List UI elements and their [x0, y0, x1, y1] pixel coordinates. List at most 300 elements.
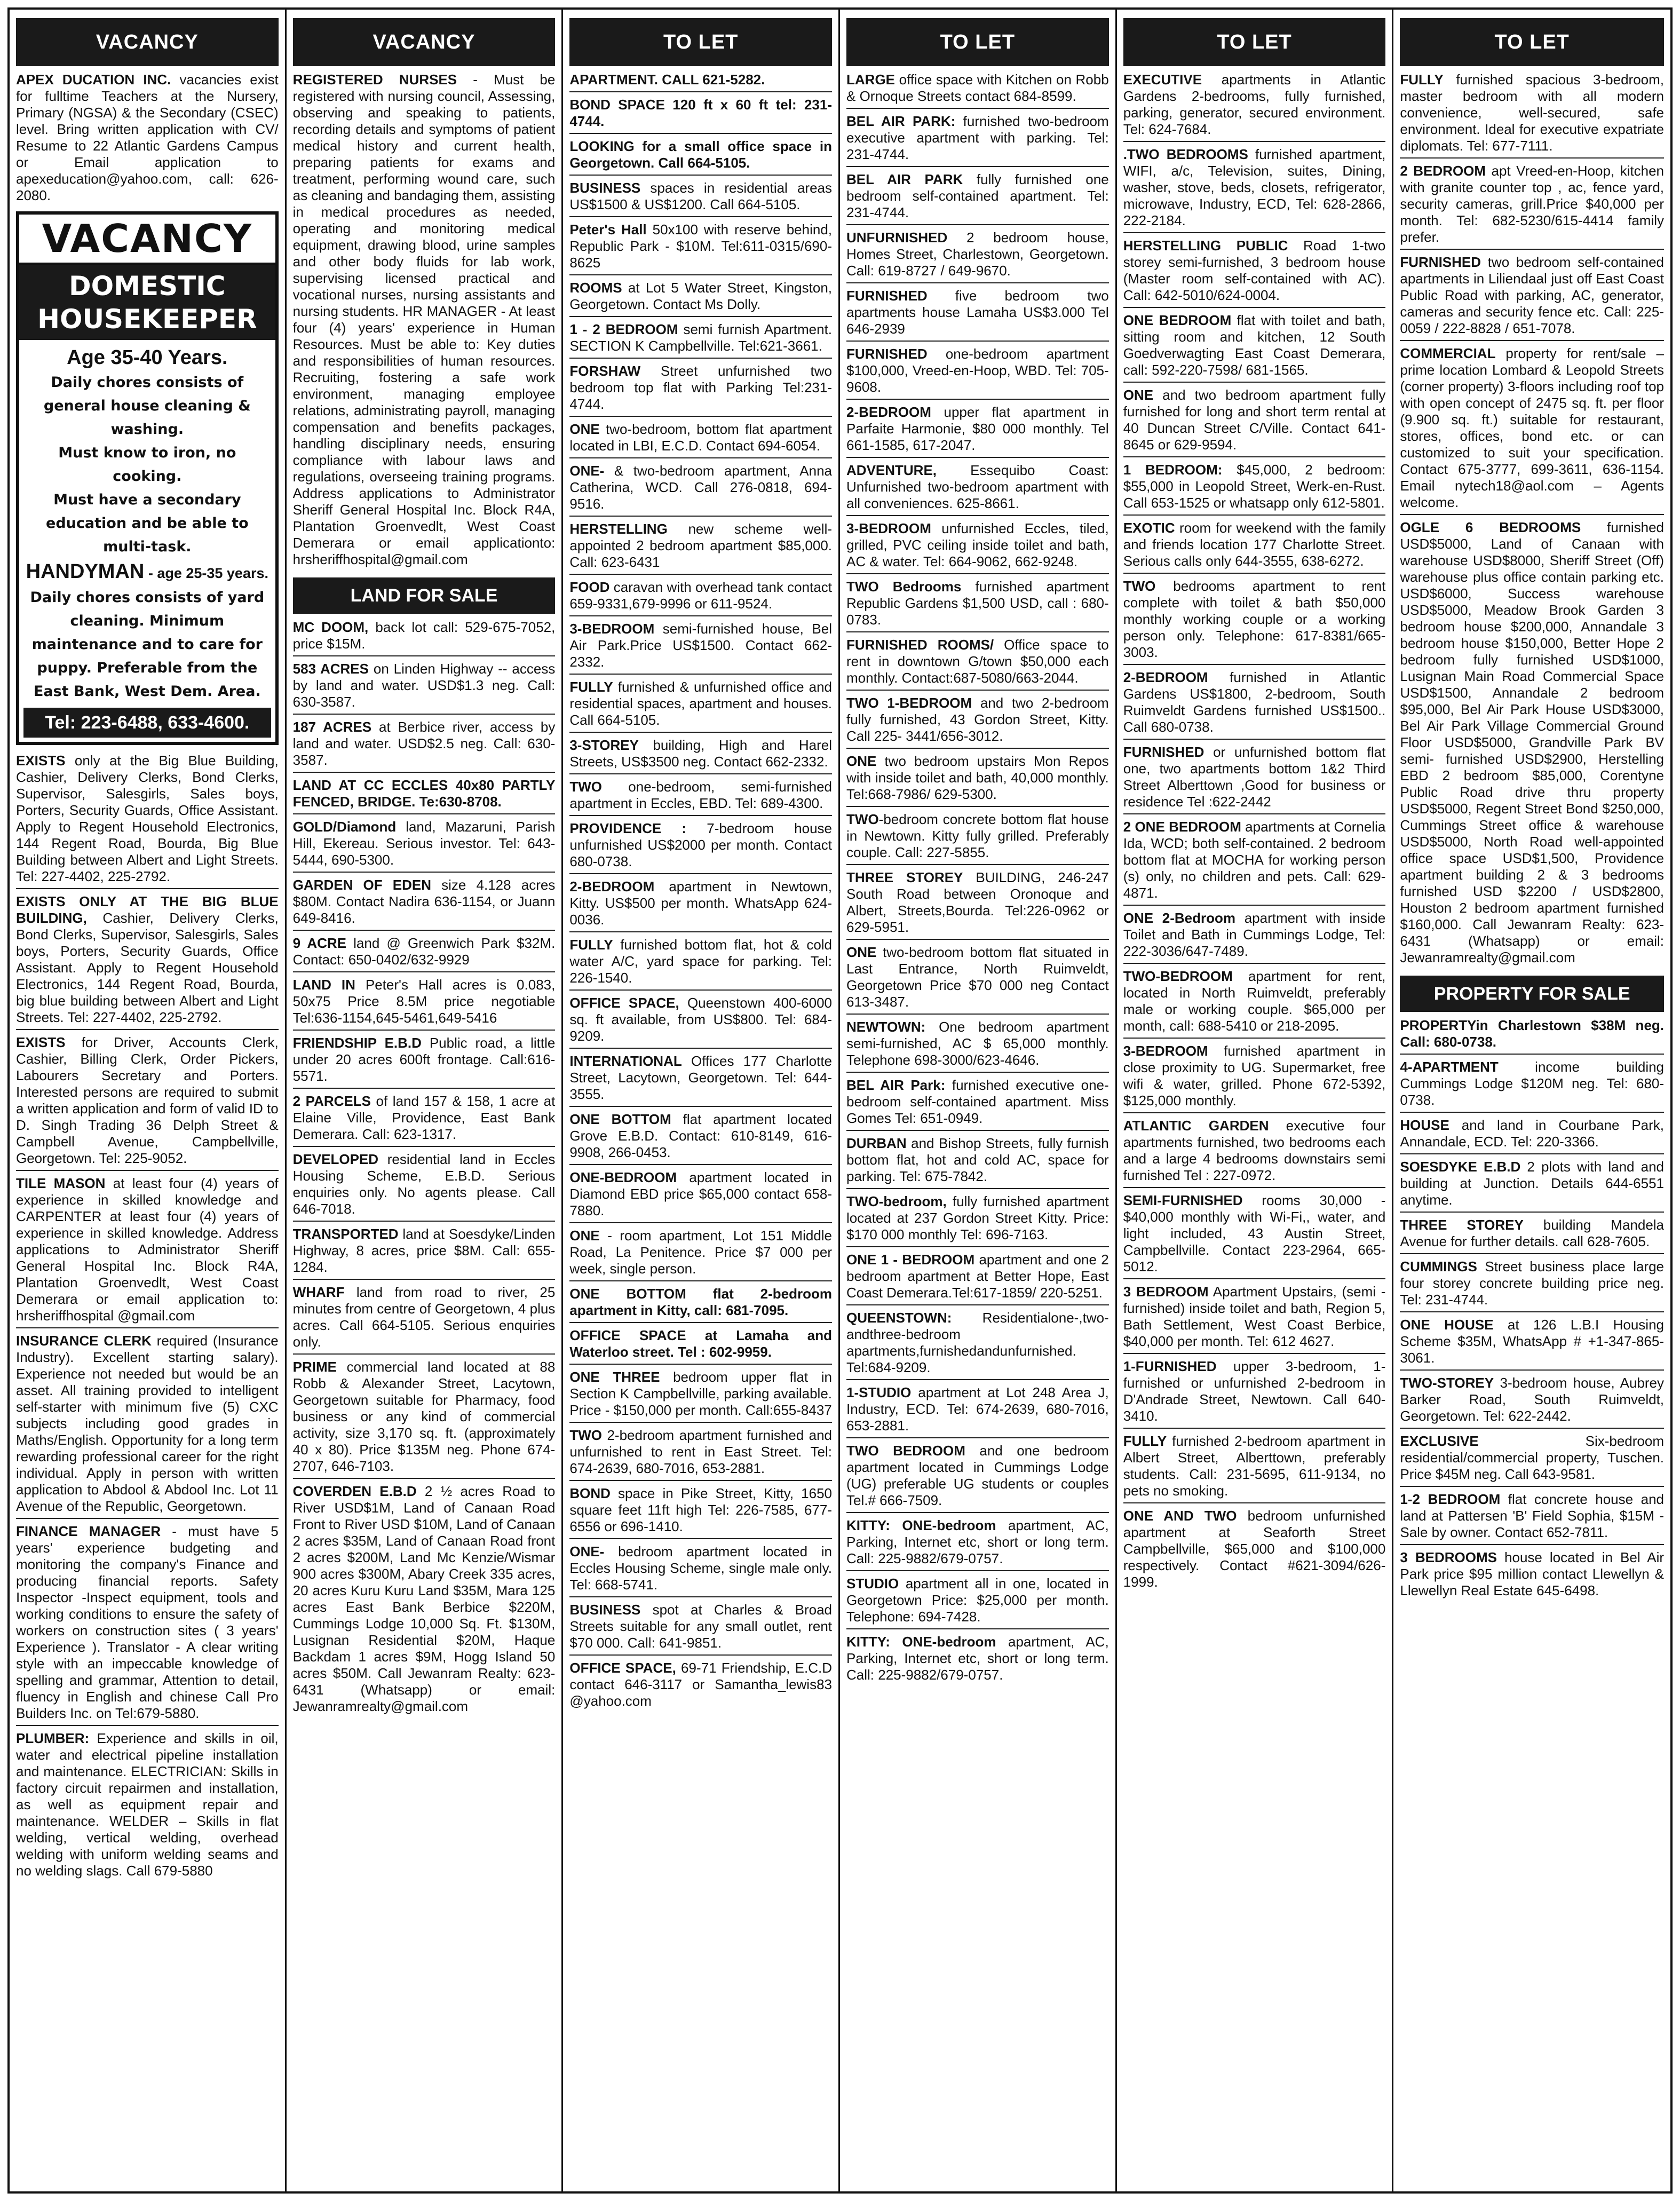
ad-body: land @ Greenwich Park $32M. Contact: 650-0402/632-9929 [292, 935, 556, 968]
ad-lead: LAND AT CC ECCLES 40x80 PARTLY FENCED, BRIDGE. Te:630-8708. [292, 777, 556, 810]
classified-ad [1123, 744, 1386, 814]
ad-lead: THREE STOREY [846, 869, 963, 885]
ad-lead: APARTMENT. CALL 621-5282. [569, 72, 765, 88]
classified-ad [569, 579, 832, 616]
classified-ad [293, 1035, 556, 1089]
ad-body: furnished apartment, WIFI, a/c, Television, suites, Dining, washer, stove, beds, closets, refrigerator, microwave, Industry, ECD, Tel: 628-2866, 222-2184. [1123, 146, 1386, 228]
classified-ad [846, 579, 1109, 632]
classified-ad [569, 97, 832, 134]
ad-body: furnished & unfurnished office and residential spaces, apartment and houses. Call 664-5105. [569, 679, 833, 728]
ad-lead: TWO 1-BEDROOM [846, 695, 972, 711]
classified-ad [569, 1111, 832, 1165]
classified-ad [1123, 578, 1386, 665]
ad-lead: OFFICE SPACE, [569, 1660, 676, 1676]
ad-lead: 2-BEDROOM [1123, 669, 1208, 685]
ad-lead: PROVIDENCE : [569, 820, 687, 836]
classified-ad [569, 679, 832, 733]
ad-lead: WHARF [292, 1284, 345, 1300]
classified-ad [1400, 1258, 1664, 1312]
ad-body: and Bishop Streets, fully furnish bottom flat, hot and cold AC, space for parking. Tel: 675-7842. [846, 1135, 1109, 1184]
ad-lead: BOND [569, 1485, 611, 1501]
ad-body: back lot call: 529-675-7052, price $15M. [292, 619, 556, 652]
column-2 [287, 10, 564, 2191]
ad-body: of land 157 & 158, 1 acre at Elaine Ville, Providence, East Bank Demerara. Call: 623-1317. [292, 1093, 556, 1142]
ad-lead: LOOKING for a small office space in Georgetown. Call 664-5105. [569, 138, 833, 171]
ad-lead: FURNISHED ROOMS/ [846, 637, 994, 653]
ad-body: two bedroom upstairs Mon Repos with inside toilet and bath, 40,000 monthly. Tel:668-7986/ 629-5300. [846, 753, 1109, 802]
ad-lead: ONE 1 - BEDROOM [846, 1252, 975, 1268]
classified-ad [293, 719, 556, 773]
ad-body: semi-furnished house, Bel Air Park.Price US$1500. Contact 662-2332. [569, 621, 833, 670]
ad-body: building, High and Harel Streets, US$3500 neg. Contact 662-2332. [569, 737, 833, 770]
ad-lead: ONE- [569, 1543, 605, 1559]
ad-lead: CUMMINGS [1400, 1258, 1477, 1274]
classified-ad [16, 1034, 279, 1171]
ad-lead: INSURANCE CLERK [16, 1333, 152, 1349]
classified-ad [1123, 1192, 1386, 1279]
ad-lead: ROOMS [569, 280, 622, 296]
ad-lead: FINANCE MANAGER [16, 1523, 161, 1539]
classified-ad [16, 1333, 279, 1519]
ad-lead: QUEENSTOWN: [846, 1310, 952, 1326]
ad-body: BUILDING, 246-247 South Road between Oronoque and Albert, Streets,Bourda. Tel:226-0962 or 629-5951. [846, 869, 1109, 935]
ad-lead: TRANSPORTED [292, 1226, 399, 1242]
ad-body: house located in Bel Air Park price $95 million contact Llewellyn & Llewellyn Real Estate 645-6498. [1400, 1549, 1665, 1598]
ad-body: Apartment Upstairs, (semi - furnished) inside toilet and bath, Region 5, Bath Settlement, West Coast Berbice, $40,000 per month. Tel: 612 4627. [1123, 1284, 1386, 1349]
ad-body: new scheme well-appointed 2 bedroom apartment $85,000. Call: 623-6431 [569, 521, 833, 570]
classified-ad [569, 621, 832, 675]
classified-ad [1123, 237, 1386, 308]
ad-body: land, Mazaruni, Parish Hill, Ekereau. Serious investor. Tel: 643-5444, 690-5300. [292, 819, 556, 868]
classified-ad [1400, 519, 1664, 969]
display-ad-title: VACANCY [19, 215, 275, 265]
ad-lead: 3-BEDROOM [846, 520, 931, 536]
ad-lead: FULLY [569, 679, 613, 695]
ad-body: vacancies exist for fulltime Teachers at the Nursery, Primary (NGSA) & the Secondary (CSEC) level. Bring written application with CV/ Resume to 22 Atlantic Gardens Campus or Email application to apexeducation@yahoo.com, call: 626-2080. [16, 72, 279, 203]
ad-lead: ONE- [569, 463, 605, 479]
ad-lead: FULLY [1400, 72, 1444, 88]
classified-ad [1123, 968, 1386, 1039]
ad-body: Offices 177 Charlotte Street, Lacytown, Georgetown. Tel: 644-3555. [569, 1053, 833, 1102]
ad-lead: APEX DUCATION INC. [16, 72, 171, 88]
section-header-property-for-sale: PROPERTY FOR SALE [1400, 976, 1664, 1012]
ad-lead: 2 BEDROOM [1400, 163, 1486, 179]
classified-ad [1123, 1118, 1386, 1188]
display-ad-text: Daily chores consists of general house cleaning & washing. [43, 374, 251, 438]
classified-ad [569, 221, 832, 275]
ad-list [846, 72, 1109, 1687]
ad-lead: OFFICE SPACE at Lamaha and Waterloo street. Tel : 602-9959. [569, 1327, 833, 1360]
ad-body: furnished apartment in close proximity to UG. Supermarket, free wifi & water, grilled. Phone 672-5392, $125,000 monthly. [1123, 1043, 1386, 1109]
classified-ad [16, 1175, 279, 1328]
ad-body: fully furnished apartment located at 237 Gordon Street Kitty. Price: $170 000 monthly Tel: 696-7163. [846, 1193, 1109, 1242]
column-header: TO LET [569, 18, 832, 66]
ad-body: space in Pike Street, Kitty, 1650 square feet 11ft high Tel: 226-7585, 677-6556 or 696-1410. [569, 1485, 833, 1534]
ad-lead: .TWO BEDROOMS [1123, 146, 1248, 162]
ad-body: or unfurnished bottom flat one, two apartments bottom 1&2 Third Street Alberttown ,Good for business or residence Tel :622-2442 [1123, 744, 1386, 810]
ad-lead: BEL AIR Park: [846, 1077, 946, 1093]
ad-body: office space with Kitchen on Robb & Ornoque Streets contact 684-8599. [846, 72, 1109, 104]
ad-lead: EXISTS [16, 753, 66, 769]
ad-lead: FULLY [1123, 1433, 1167, 1449]
classified-ad [16, 1523, 279, 1726]
ad-lead: DURBAN [846, 1135, 907, 1151]
ad-body: furnished spacious 3-bedroom, master bedroom with all modern convenience, well-secured, safe environment. Ideal for executive expatriate diplomats. Tel: 677-7111. [1400, 72, 1665, 154]
ad-lead: ONE BOTTOM flat 2-bedroom apartment in Kitty, call: 681-7095. [569, 1286, 833, 1318]
ad-body: bedroom upper flat in Section K Campbellville, parking available. Price - $150,000 per month. Call:655-8437 [569, 1369, 833, 1418]
column-header: TO LET [1123, 18, 1386, 66]
ad-body: apt Vreed-en-Hoop, kitchen with granite counter top , ac, fence yard, security cameras, grill.Price $40,000 per month. Tel: 682-5230/615-4414 family prefer. [1400, 163, 1665, 245]
ad-body: rooms 30,000 - $40,000 monthly with Wi-Fi,, water, and light included, 43 Austin Street, Campbellville. Contact 223-2964, 665-5012. [1123, 1192, 1386, 1274]
classified-ad [569, 138, 832, 176]
classified-ad [846, 1077, 1109, 1131]
ad-body: -bedroom concrete bottom flat house in Newtown. Kitty fully grilled. Preferably couple. Call: 227-5855. [846, 811, 1109, 860]
classified-ad [1123, 819, 1386, 906]
classified-ad [1123, 1433, 1386, 1503]
ad-lead: LARGE [846, 72, 896, 88]
ad-lead: ONE BEDROOM [1123, 312, 1232, 328]
classified-ad [569, 1485, 832, 1539]
classified-ad [846, 288, 1109, 342]
ad-body: 2-bedroom apartment furnished and unfurnished to rent in East Street. Tel: 674-2639, 680-7016, 653-2881. [569, 1427, 833, 1476]
classified-ad [1400, 1059, 1664, 1113]
ad-lead: 1 - 2 BEDROOM [569, 321, 678, 337]
classified-ad [293, 1093, 556, 1147]
ad-lead: TWO BEDROOM [846, 1443, 965, 1459]
ad-lead: TWO [1123, 578, 1156, 594]
classified-ad [846, 1019, 1109, 1073]
ad-lead: BOND SPACE 120 ft x 60 ft tel: 231-4744. [569, 97, 833, 129]
column-3 [563, 10, 840, 2191]
ad-lead: 2 PARCELS [292, 1093, 371, 1109]
classified-ad [846, 462, 1109, 516]
classified-ad [569, 1543, 832, 1597]
ad-lead: ONE HOUSE [1400, 1317, 1494, 1333]
ad-body: Experience and skills in oil, water and electrical pipeline installation and maintenance. ELECTRICIAN: Skills in factory circuit repairmen and installation, as well as equipment repair and maintenance. WELDER – Skills in flat welding, vertical welding, overhead welding with uniform welding seams and no welding slags. Call 679-5880 [16, 1730, 279, 1879]
display-ad-band-line: DOMESTIC [69, 271, 226, 302]
classified-ad [1123, 1508, 1386, 1594]
ad-body: Public road, a little under 20 acres 600ft frontage. Call:616-5571. [292, 1035, 556, 1084]
ad-lead: HERSTELLING [569, 521, 668, 537]
ad-body: One bedroom apartment semi-furnished, AC $ 65,000 monthly. Telephone 698-3000/623-4646. [846, 1019, 1109, 1068]
ad-body: and land in Courbane Park, Annandale, ECD. Tel: 220-3366. [1400, 1117, 1665, 1150]
ad-lead: ONE [569, 421, 600, 437]
ad-lead: 3-BEDROOM [569, 621, 655, 637]
classified-ad [569, 1286, 832, 1323]
ad-lead: 1-2 BEDROOM [1400, 1491, 1501, 1507]
ad-lead: 3 BEDROOMS [1400, 1549, 1497, 1565]
ad-lead: PROPERTYin Charlestown $38M neg. Call: 680-0738. [1400, 1017, 1665, 1050]
ad-body: Peter's Hall acres is 0.083, 50x75 Price 8.5M price negotiable Tel:636-1154,645-5461,649-5416 [292, 977, 556, 1026]
ad-body: income building Cummings Lodge $120M neg. Tel: 680-0738. [1400, 1059, 1665, 1108]
ad-body: on Linden Highway -- access by land and water. USD$1.3 neg. Call: 630-3587. [292, 661, 556, 710]
ad-lead: ONE [846, 944, 877, 960]
ad-body: 2 bedroom house, Homes Street, Charlestown, Georgetown. Call: 619-8727 / 649-9670. [846, 229, 1109, 279]
ad-lead: KITTY: ONE-bedroom [846, 1517, 996, 1533]
classified-ad [1400, 1159, 1664, 1213]
ad-lead: ONE AND TWO [1123, 1508, 1237, 1524]
ad-lead: OGLE 6 BEDROOMS [1400, 519, 1581, 535]
ad-lead: EXCLUSIVE [1400, 1433, 1479, 1449]
classified-ad [293, 777, 556, 814]
ad-lead: 1-STUDIO [846, 1384, 912, 1400]
ad-body: apartment in Newtown, Kitty. US$500 per month. WhatsApp 624-0036. [569, 878, 833, 928]
column-header: VACANCY [293, 18, 556, 66]
ad-lead: HERSTELLING PUBLIC [1123, 237, 1288, 254]
ad-lead: KITTY: ONE-bedroom [846, 1634, 996, 1650]
ad-body: at Berbice river, access by land and water. USD$2.5 neg. Call: 630-3587. [292, 719, 556, 768]
ad-lead: 2-BEDROOM [569, 878, 655, 894]
classified-ad [569, 1660, 832, 1713]
ad-lead: HOUSE [1400, 1117, 1449, 1133]
ad-lead: THREE STOREY [1400, 1217, 1524, 1233]
ad-lead: ADVENTURE, [846, 462, 937, 478]
ad-body: apartment, AC, Parking, Internet etc, short or long term. Call: 225-9882/679-0757. [846, 1634, 1109, 1683]
display-ad-text: Must know to iron, no cooking. [58, 445, 236, 485]
ad-lead: FRIENDSHIP E.B.D [292, 1035, 422, 1051]
classified-ad [293, 819, 556, 873]
classified-ad [1123, 387, 1386, 457]
ad-lead: LAND IN [292, 977, 355, 993]
ad-lead: SEMI-FURNISHED [1123, 1192, 1243, 1208]
ad-body: Residentialone-,two-andthree-bedroom apartments,furnishedandunfurnished. Tel:684-9209. [846, 1310, 1109, 1375]
classified-ad [293, 1483, 556, 1718]
classified-ad [1400, 1491, 1664, 1545]
ad-body: property for rent/sale – prime location Lombard & Leopold Streets (corner property) 3-floors including roof top with open concept of 2475 sq. ft. per floor (9.900 sq. ft.) suitable for restaurant, stores, offices, bond etc. or can customized to suit your specification. Contact 675-3777, 699-3611, 636-1154. Email nytech18@aol.com – Agents welcome. [1400, 345, 1665, 510]
ad-lead: FURNISHED [846, 288, 928, 304]
ad-lead: PRIME [292, 1359, 337, 1375]
ad-lead: 3 BEDROOM [1123, 1284, 1209, 1300]
ad-body: one-bedroom, semi-furnished apartment in Eccles, EBD. Tel: 689-4300. [569, 779, 833, 811]
classified-ad [293, 619, 556, 656]
ad-body: and one bedroom apartment located in Cummings Lodge (UG) preferable UG students or couples Tel.# 666-7509. [846, 1443, 1109, 1508]
classified-ad [846, 695, 1109, 749]
classified-ad [569, 1602, 832, 1656]
classified-ad [1400, 254, 1664, 341]
ad-lead: FULLY [569, 937, 613, 953]
ad-lead: 583 ACRES [292, 661, 369, 677]
classified-ad [846, 1135, 1109, 1189]
ad-lead: ONE [1123, 387, 1154, 403]
classified-ad [846, 404, 1109, 458]
ad-body: at Lot 5 Water Street, Kingston, Georgetown. Contact Ms Dolly. [569, 280, 833, 312]
ad-body: two-bedroom bottom flat situated in Last Entrance, North Ruimveldt, Georgetown Price $70 000 neg Contact 613-3487. [846, 944, 1109, 1010]
display-ad-phone: Tel: 223-6488, 633-4600. [23, 708, 271, 738]
ad-body: apartments in Atlantic Gardens 2-bedrooms, fully furnished, parking, generator, secured environment. Tel: 624-7684. [1123, 72, 1386, 137]
classified-ad [1123, 1043, 1386, 1113]
ad-body: apartment all in one, located in Georgetown Price: $25,000 per month. Telephone: 694-7428. [846, 1575, 1109, 1625]
ad-body: only at the Big Blue Building, Cashier, Delivery Clerks, Bond Clerks, Supervisor, Salesgirls, Sales boys, Porters, Security Guards, Office Assistant. Apply to Regent Household Electronics, 144 Regent Road, Bourda, Big Blue Building between Albert and Light Streets. Tel: 227-4402, 225-2792. [16, 753, 279, 884]
ad-body: furnished two-bedroom executive apartment with parking. Tel: 231-4744. [846, 113, 1109, 162]
display-ad-housekeeper [16, 211, 279, 745]
ad-lead: ATLANTIC GARDEN [1123, 1118, 1269, 1134]
classified-ad [1400, 1433, 1664, 1487]
classified-ad [16, 753, 279, 889]
ad-lead: GARDEN OF EDEN [292, 877, 431, 893]
ad-lead: GOLD/Diamond [292, 819, 397, 835]
ad-body: flat concrete house and land at Pattersen 'B' Field Sophia, $15M - Sale by owner. Contact 652-7811. [1400, 1491, 1665, 1540]
ad-lead: COVERDEN E.B.D [292, 1483, 417, 1499]
ad-lead: EXISTS ONLY AT THE BIG BLUE BUILDING, [16, 893, 279, 926]
classified-ad [569, 937, 832, 991]
ad-lead: ONE [569, 1228, 600, 1244]
ad-body: 2 ½ acres Road to River USD$1M, Land of Canaan Road Front to River USD $10M, Land of Canaan 2 acres $35M, Land of Canaan Road front 2 acres $200M, Land Mc Kenzie/Wismar 900 acres $300M, Abary Creek 335 acres, 20 acres Kuru Kuru Land $35M, Mara 125 acres East Bank Berbice $220M, Cummings Lodge 10,000 Sq. Ft. $130M, Lusignan Residential $20M, Haque Backdam 1 acres $9M, Hogg Island 50 acres $50M. Call Jewanram Realty: 623-6431 (Whatsapp) or email: Jewanramrealty@gmail.com [292, 1483, 556, 1714]
ad-lead: NEWTOWN: [846, 1019, 926, 1035]
ad-body: furnished bottom flat, hot & cold water A/C, yard space for parking. Tel: 226-1540. [569, 937, 833, 986]
ad-list [569, 72, 832, 1713]
ad-body: 2 plots with land and building at Junction. Details 644-6551 anytime. [1400, 1159, 1665, 1208]
classified-ad [569, 363, 832, 417]
ad-body: apartment, AC, Parking, Internet etc, short or long term. Call: 225-9882/679-0757. [846, 1517, 1109, 1566]
classified-ad [1123, 910, 1386, 964]
ad-lead: REGISTERED NURSES [292, 72, 457, 88]
ad-lead: COMMERCIAL [1400, 345, 1496, 361]
classified-ad [846, 1443, 1109, 1513]
ad-lead: ONE 2-Bedroom [1123, 910, 1235, 926]
classified-ad [569, 878, 832, 932]
classified-ad [1123, 146, 1386, 233]
ad-body: spot at Charles & Broad Streets suitable for any small outlet, rent $70 000. Call: 641-9851. [569, 1602, 833, 1651]
ad-body: unfurnished Eccles, tiled, grilled, PVC ceiling inside toilet and bath, AC & water. Tel: 664-9062, 662-9248. [846, 520, 1109, 569]
classified-ad [293, 877, 556, 931]
classified-ad [569, 1053, 832, 1107]
ad-lead: EXOTIC [1123, 520, 1175, 536]
ad-lead: EXISTS [16, 1034, 66, 1050]
classified-ad [293, 1359, 556, 1479]
ad-body: fully furnished one bedroom self-contained apartment. Tel: 231-4744. [846, 171, 1109, 220]
ad-lead: Peter's Hall [569, 221, 647, 237]
ad-body: furnished USD$5000, Land of Canaan with warehouse USD$8000, Sheriff Street (Off) warehouse plus office contain parking etc. USD$6000, Success warehouse USD$5000, Meadow Brook Garden 3 bedroom house $200,000, Annandale 3 bedroom house $150,000, Better Hope 2 bedroom fully furnished USD$1000, Lusignan Main Road Commercial Space USD$1500, Annandale 2 bedroom $95,000, Bel Air Park House USD$3000, Bel Air Park Village Commercial Ground Floor USD$5000, Grandville Park BV semi- furnished USD$2900, Herstelling EBD 2 bedroom $85,000, Corentyne Public Road drive thru property USD$5000, Regent Street Bond $250,000, Cummings Street office & warehouse USD$5000, North Road well-appointed office space USD$1,500, Providence apartment building 2 & 3 bedrooms furnished USD $2200 / USD$2800, Houston 2 bedroom apartment furnished $160,000. Call Jewanram Realty: 623-6431 (Whatsapp) or email: Jewanramrealty@gmail.com [1400, 519, 1665, 965]
ad-lead: 9 ACRE [292, 935, 346, 951]
ad-body: $45,000, 2 bedroom: $55,000 in Leopold Street, Werk-en-Rust. Call 653-1525 or whatsapp only 612-5801. [1123, 462, 1386, 511]
ad-body: apartment for rent, located in North Ruimveldt, preferably male or working couple. $65,000 per month, call: 688-5410 or 218-2095. [1123, 968, 1386, 1034]
ad-body: land from road to river, 25 minutes from centre of Georgetown, 4 plus acres. Call 664-5105. Serious enquiries only. [292, 1284, 556, 1350]
ad-lead: 4-APARTMENT [1400, 1059, 1499, 1075]
ad-body: Office space to rent in downtown G/town $50,000 each monthly. Contact:687-5080/663-2044. [846, 637, 1109, 686]
ad-body: bedroom apartment located in Eccles Housing Scheme, single male only. Tel: 668-5741. [569, 1543, 833, 1593]
ad-body: 3-bedroom house, Aubrey Barker Road, South Ruimveldt, Georgetown. Tel: 622-2442. [1400, 1375, 1665, 1424]
classified-ad [1123, 1284, 1386, 1354]
classified-ad [1123, 312, 1386, 383]
ad-body: and two bedroom apartment fully furnished for long and short term rental at 40 Duncan Street C/Ville. Contact 641-8645 or 629-9594. [1123, 387, 1386, 453]
column-6 [1393, 10, 1670, 2191]
ad-list [1400, 72, 1664, 969]
classified-ad [569, 463, 832, 517]
ad-body: apartments at Cornelia Ida, WCD; both self-contained. 2 bedroom bottom flat at MOCHA for working person (s) only, no children and pets. Call: 629-4871. [1123, 819, 1386, 901]
classified-ad [846, 229, 1109, 283]
ad-body: - Must be registered with nursing council, Assessing, observing and speaking to patients, recording details and symptoms of patient medical history and current health, preparing patients for exams and treatment, performing wound care, such as cleaning and bandaging them, assisting in medical procedures as needed, operating and monitoring medical equipment, drawing blood, urine samples and other body fluids for lab work, supervising licensed practical and vocational nurses, nursing assistants and nursing students. HR MANAGER - At least four (4) years' experience in Human Resources. Must be able to: Key duties and responsibilities of human resources. Recruiting, fostering a safe work environment, managing employee relations, administrating payroll, managing compensation and benefits packages, handling disciplinary needs, ensuring compliance with labour laws and regulations, overseeing training programs. Address applications to Administrator Sheriff General Hospital Inc. Block R4A, Plantation Groenvedlt, West Coast Demerara or email applicationto: hrsheriffhospital@gmail.com [292, 72, 556, 567]
ad-body: - room apartment, Lot 151 Middle Road, La Penitence. Price $7 000 per week, single person. [569, 1228, 833, 1277]
ad-body: Essequibo Coast: Unfurnished two-bedroom apartment with all conveniences. 625-8661. [846, 462, 1109, 511]
classified-ad [1400, 1317, 1664, 1371]
classified-ad [1123, 72, 1386, 142]
handyman-age: - age 25-35 years. [144, 565, 268, 581]
ad-body: for Driver, Accounts Clerk, Cashier, Billing Clerk, Order Pickers, Labourers Secretary and Porters. Interested persons are required to submit a written application and form of valid ID to D. Singh Trading 36 Delph Street & Campbell Avenue, Campbellville, Georgetown. Tel: 225-9052. [16, 1034, 279, 1166]
classified-ad [569, 1228, 832, 1281]
display-ad-band-line: HOUSEKEEPER [37, 304, 257, 335]
ad-lead: BEL AIR PARK [846, 171, 963, 187]
ad-body: size 4.128 acres $80M. Contact Nadira 636-1154, or Juann 649-8416. [292, 877, 556, 926]
ad-lead: DEVELOPED [292, 1151, 379, 1167]
ad-lead: 1-FURNISHED [1123, 1358, 1217, 1374]
classified-ad [1400, 1017, 1664, 1055]
ad-body: spaces in residential areas US$1500 & US$1200. Call 664-5105. [569, 180, 833, 212]
classified-ad [569, 280, 832, 317]
classified-ad [1400, 1549, 1664, 1602]
classified-ad [293, 1226, 556, 1280]
ad-lead: UNFURNISHED [846, 229, 948, 246]
ad-list [16, 753, 279, 1882]
classified-ad [1400, 163, 1664, 250]
classified-ad [569, 521, 832, 575]
classified-ad [1123, 669, 1386, 740]
classified-ad [1400, 1375, 1664, 1429]
classified-ad [1400, 72, 1664, 159]
display-ad-text: Daily chores consists of yard cleaning. Minimum maintenance and to care for puppy. Preferable from the East Bank, West Dem. Area. [30, 589, 265, 700]
classified-ad [569, 421, 832, 458]
display-ad-text: Must have a secondary education and be able to multi-task. [46, 492, 249, 555]
ad-body: apartment located in Diamond EBD price $65,000 contact 658-7880. [569, 1169, 833, 1218]
ad-lead: 1 BEDROOM: [1123, 462, 1223, 478]
ad-body: 50x100 with reserve behind, Republic Park - $10M. Tel:611-0315/690-8625 [569, 221, 833, 271]
ad-body: semi furnish Apartment. SECTION K Campbellville. Tel:621-3661. [569, 321, 833, 354]
classified-ad [846, 72, 1109, 109]
classified-ad [846, 1517, 1109, 1571]
classified-ad [846, 171, 1109, 225]
ad-lead: BUSINESS [569, 180, 641, 196]
ad-body: flat with toilet and bath, sitting room and kitchen, 12 South Goedverwagting East Coast Demerara, call: 592-220-7598/ 681-1565. [1123, 312, 1386, 378]
column-1 [10, 10, 287, 2191]
ad-lead: FURNISHED [1400, 254, 1481, 270]
ad-lead: FURNISHED [1123, 744, 1204, 760]
classified-ad [569, 779, 832, 816]
ad-lead: BEL AIR PARK: [846, 113, 956, 129]
classified-ad [846, 346, 1109, 400]
classified-ad [1123, 1358, 1386, 1429]
ad-lead: TWO [569, 1427, 602, 1443]
ad-body: 7-bedroom house unfurnished US$2000 per month. Contact 680-0738. [569, 820, 833, 869]
column-4 [840, 10, 1117, 2191]
ad-body: upper flat apartment in Parfaite Harmonie, $80 000 monthly. Tel 661-1585, 617-2047. [846, 404, 1109, 453]
ad-lead: TWO-STOREY [1400, 1375, 1494, 1391]
ad-body: five bedroom two apartments house Lamaha US$3.000 Tel 646-2939 [846, 288, 1109, 337]
column-5 [1117, 10, 1394, 2191]
classified-ad [846, 811, 1109, 865]
ad-body: & two-bedroom apartment, Anna Catherina, WCD. Call 276-0818, 694-9516. [569, 463, 833, 512]
ad-lead: SOESDYKE E.B.D [1400, 1159, 1521, 1175]
ad-body: executive four apartments furnished, two bedrooms each and a large 4 bedrooms downstairs semi furnished Tel : 227-0972. [1123, 1118, 1386, 1183]
ad-lead: ONE-BEDROOM [569, 1169, 677, 1185]
classified-ad [293, 935, 556, 972]
section-header-land-for-sale: LAND FOR SALE [293, 577, 556, 614]
ad-body: Queenstown 400-6000 sq. ft available, from US$800. Tel: 684-9209. [569, 995, 833, 1044]
classified-ad [1400, 345, 1664, 515]
ad-body: and two 2-bedroom fully furnished, 43 Gordon Street, Kitty. Call 225- 3441/656-3012. [846, 695, 1109, 744]
ad-lead: ONE THREE [569, 1369, 660, 1385]
ad-body: bedroom unfurnished apartment at Seaforth Street Campbellville, $65,000 and $100,000 respectively. Contact #621-3094/626-1999. [1123, 1508, 1386, 1590]
classified-ad [569, 737, 832, 774]
ad-body: Street business place large four storey concrete building price neg. Tel: 231-4744. [1400, 1258, 1665, 1308]
ad-body: flat apartment located Grove E.B.D. Contact: 610-8149, 616-9908, 266-0453. [569, 1111, 833, 1160]
ad-body: residential land in Eccles Housing Scheme, E.B.D. Serious enquiries only. No agents please. Call 646-7018. [292, 1151, 556, 1217]
ad-lead: 2-BEDROOM [846, 404, 931, 420]
ad-lead: STUDIO [846, 1575, 899, 1592]
ad-lead: TWO [569, 779, 602, 795]
ad-lead: TWO Bedrooms [846, 579, 962, 595]
classified-ad [569, 1427, 832, 1481]
ad-lead: TILE MASON [16, 1175, 106, 1191]
classified-ad [293, 661, 556, 715]
